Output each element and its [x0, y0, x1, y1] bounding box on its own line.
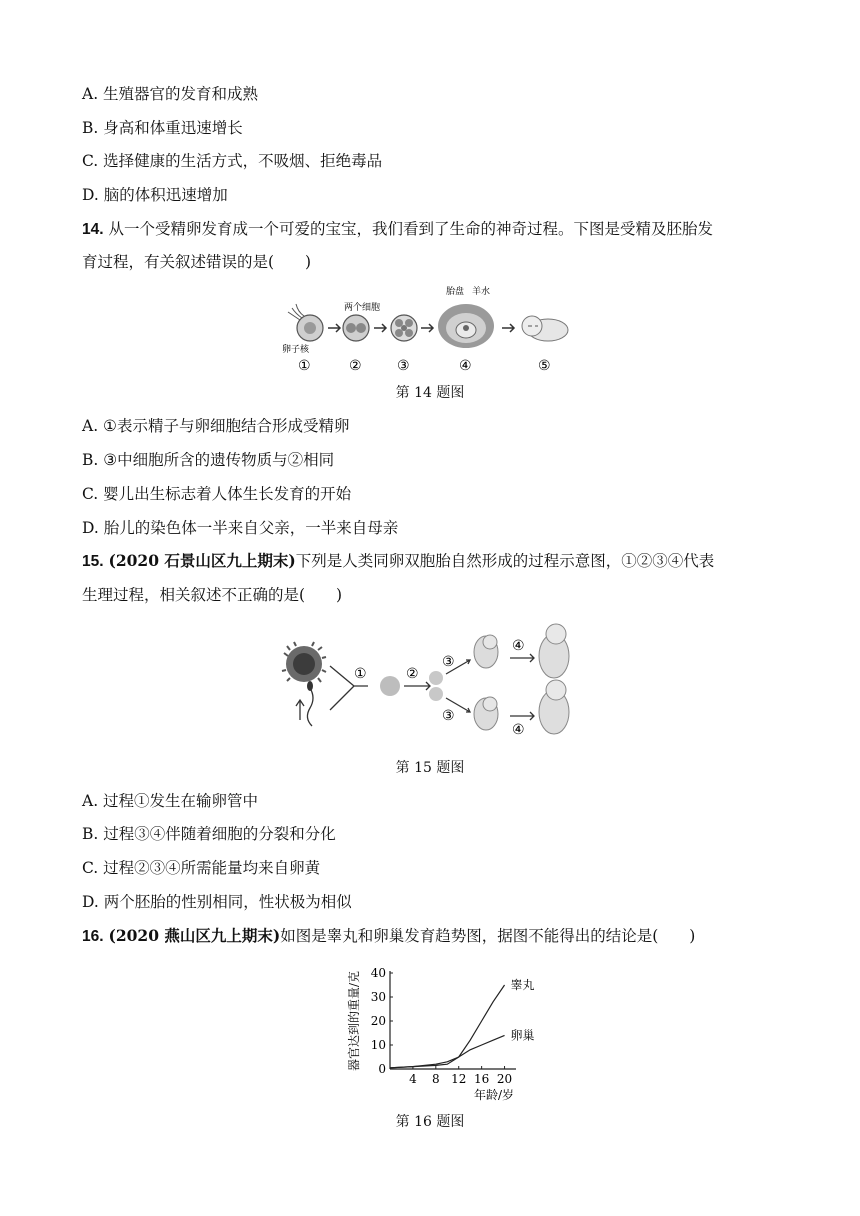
q14-stem-line2: 育过程，有关叙述错误的是( )	[82, 253, 312, 271]
stage4-embryo-uterus-icon	[438, 304, 494, 348]
placenta-label: 胎盘	[446, 287, 465, 297]
x-axis-label: 年龄/岁	[473, 1088, 514, 1102]
stage5-baby-icon	[522, 316, 568, 341]
x-tick-label: 16	[473, 1072, 490, 1086]
q15-stem-text: 下列是人类同卵双胞胎自然形成的过程示意图，①②③④代表	[295, 552, 715, 570]
step-2-label: ②	[349, 358, 362, 374]
q14-option-d: D. 胎儿的染色体一半来自父亲，一半来自母亲	[82, 519, 399, 537]
embryo-lower-icon	[474, 697, 498, 730]
y-tick-label: 30	[370, 990, 386, 1004]
x-tick-label: 8	[431, 1072, 440, 1086]
q14-option-b: B. ③中细胞所含的遗传物质与②相同	[82, 451, 335, 469]
step-5-label: ⑤	[538, 358, 551, 374]
y-tick-label: 10	[370, 1038, 386, 1052]
process-3-upper-label: ③	[442, 654, 455, 670]
arrow-icon	[328, 324, 340, 332]
q13-option-b: B. 身高和体重迅速增长	[82, 119, 243, 137]
egg-nucleus-label: 卵子核	[282, 345, 310, 355]
cell-lower-icon	[429, 687, 443, 701]
q15-source: (2020 石景山区九上期末)	[108, 551, 296, 570]
x-tick-label: 12	[451, 1072, 467, 1086]
series-line-testis	[390, 985, 505, 1068]
sperm-icon	[296, 681, 313, 726]
arrow-icon	[502, 324, 514, 332]
x-tick-label: 4	[409, 1072, 417, 1086]
stage2-two-cells-icon	[343, 315, 369, 341]
twin-formation-figure	[284, 616, 584, 746]
amniotic-fluid-label: 羊水	[472, 287, 491, 297]
q15-stem-line2: 生理过程，相关叙述不正确的是( )	[82, 586, 343, 604]
q16-number: 16.	[82, 928, 104, 945]
y-tick-label: 0	[378, 1062, 386, 1076]
embryo-upper-icon	[474, 635, 498, 668]
stage1-fertilization-icon	[288, 304, 323, 341]
series-label-ovary: 卵巢	[510, 1028, 535, 1043]
fertilization-development-figure	[270, 282, 590, 378]
step-1-label: ①	[298, 358, 311, 374]
step-4-label: ④	[459, 358, 472, 374]
zygote-icon	[380, 676, 400, 696]
q16-stem	[82, 925, 695, 948]
fetus-lower-icon	[539, 680, 569, 734]
q13-option-d: D. 脑的体积迅速增加	[82, 186, 228, 204]
series-label-testis: 睾丸	[510, 978, 535, 992]
q15-option-c: C. 过程②③④所需能量均来自卵黄	[82, 859, 321, 877]
step-3-label: ③	[397, 358, 410, 374]
arrow-icon	[421, 324, 433, 332]
q14-option-a: A. ①表示精子与卵细胞结合形成受精卵	[82, 417, 350, 435]
q16-caption: 第 16 题图	[395, 1114, 465, 1130]
q15-caption: 第 15 题图	[395, 760, 465, 776]
q15-option-a: A. 过程①发生在输卵管中	[82, 792, 259, 810]
q13-option-c: C. 选择健康的生活方式，不吸烟、拒绝毒品	[82, 152, 383, 170]
y-axis-label: 器官达到的重量/克	[347, 970, 361, 1072]
y-tick-label: 40	[370, 966, 386, 980]
q14-option-c: C. 婴儿出生标志着人体生长发育的开始	[82, 485, 352, 503]
egg-with-sperm-icon	[282, 642, 326, 682]
q15-option-b: B. 过程③④伴随着细胞的分裂和分化	[82, 825, 336, 843]
q15-number: 15.	[82, 553, 104, 570]
q13-option-a: A. 生殖器官的发育和成熟	[82, 85, 259, 103]
process-4-lower-label: ④	[512, 722, 525, 738]
q14-caption: 第 14 题图	[395, 385, 465, 401]
two-cells-label: 两个细胞	[344, 303, 381, 313]
x-tick-label: 20	[496, 1072, 513, 1086]
q16-source: (2020 燕山区九上期末)	[108, 926, 281, 945]
series-line-ovary	[390, 1035, 505, 1067]
arrow-icon	[510, 712, 534, 720]
q14-stem-line1	[82, 218, 713, 241]
fetus-upper-icon	[539, 624, 569, 678]
process-2-label: ②	[406, 666, 419, 682]
q15-option-d: D. 两个胚胎的性别相同，性状极为相似	[82, 893, 352, 911]
y-tick-label: 20	[370, 1014, 386, 1028]
q14-number: 14.	[82, 221, 104, 238]
organ-growth-chart	[330, 955, 535, 1105]
arrow-icon	[374, 324, 386, 332]
process-1-label: ①	[354, 666, 367, 682]
stage3-cell-cluster-icon	[391, 315, 417, 341]
arrow-icon	[510, 654, 534, 662]
q15-stem-line1	[82, 550, 714, 573]
q14-stem-text: 从一个受精卵发育成一个可爱的宝宝，我们看到了生命的神奇过程。下图是受精及胚胎发	[108, 220, 714, 238]
process-3-lower-label: ③	[442, 708, 455, 724]
process-4-upper-label: ④	[512, 638, 525, 654]
q16-stem-text: 如图是睾丸和卵巢发育趋势图，据图不能得出的结论是( )	[280, 927, 696, 945]
cell-upper-icon	[429, 671, 443, 685]
arrow-icon	[404, 682, 430, 690]
